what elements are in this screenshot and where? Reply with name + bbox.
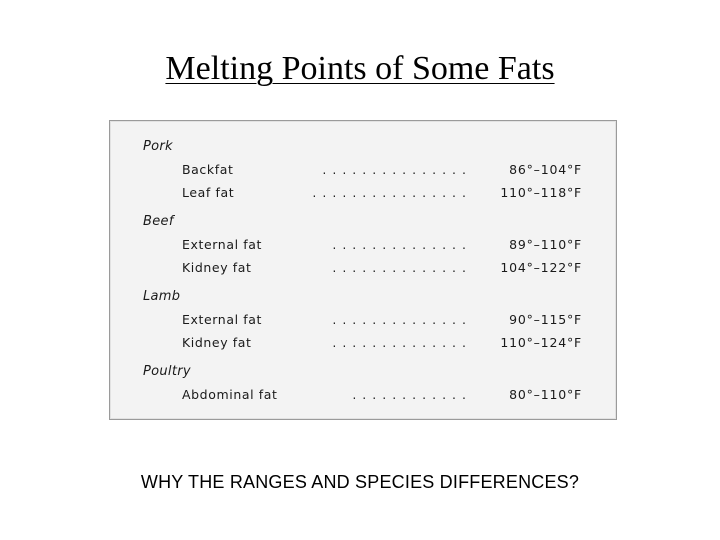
melting-range: 110°–124°F — [500, 335, 582, 350]
melting-range: 86°–104°F — [509, 162, 582, 177]
dot-leader: .............. — [332, 335, 472, 350]
row-label: Abdominal fat — [182, 387, 278, 402]
table-row — [182, 312, 582, 328]
melting-range: 89°–110°F — [509, 237, 582, 252]
dot-leader: .............. — [332, 237, 472, 252]
table-row — [182, 185, 582, 201]
melting-points-table — [109, 120, 617, 420]
table-row — [182, 260, 582, 276]
melting-range: 90°–115°F — [509, 312, 582, 327]
group-pork: Pork — [143, 139, 173, 154]
melting-range: 80°–110°F — [509, 387, 582, 402]
row-label: External fat — [182, 312, 262, 327]
dot-leader: ................ — [312, 185, 472, 200]
row-label: Leaf fat — [182, 185, 235, 200]
row-label: External fat — [182, 237, 262, 252]
table-row — [182, 162, 582, 178]
group-poultry: Poultry — [143, 364, 191, 379]
dot-leader: .............. — [332, 260, 472, 275]
group-lamb: Lamb — [143, 289, 181, 304]
table-row — [182, 237, 582, 253]
melting-range: 110°–118°F — [500, 185, 582, 200]
dot-leader: .............. — [332, 312, 472, 327]
table-row — [182, 387, 582, 403]
table-row — [182, 335, 582, 351]
group-beef: Beef — [143, 214, 174, 229]
row-label: Kidney fat — [182, 260, 252, 275]
slide-title: Melting Points of Some Fats — [165, 50, 555, 87]
melting-range: 104°–122°F — [500, 260, 582, 275]
dot-leader: ............... — [322, 162, 472, 177]
discussion-question: WHY THE RANGES AND SPECIES DIFFERENCES? — [140, 472, 580, 492]
row-label: Backfat — [182, 162, 234, 177]
dot-leader: ............ — [352, 387, 472, 402]
row-label: Kidney fat — [182, 335, 252, 350]
